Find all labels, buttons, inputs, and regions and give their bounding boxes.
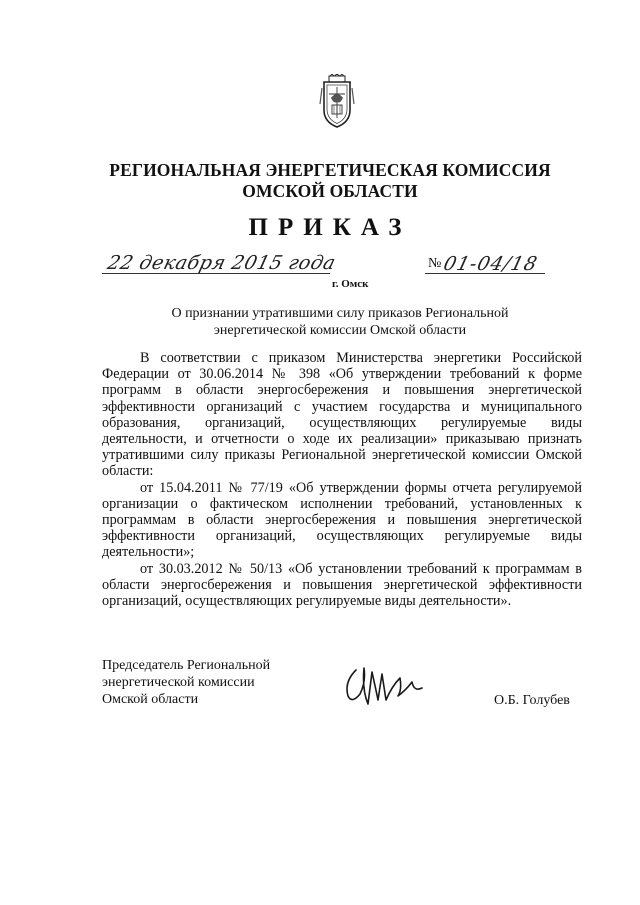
signatory-position [102,657,270,708]
signatory-name: О.Б. Голубев [494,693,570,708]
position-line3: Омской области [102,692,199,707]
position-line1: Председатель Региональной [102,658,271,673]
date-underline [102,273,330,274]
subject-line1: О признании утратившими силу приказов Региональной [171,306,509,321]
organization-title-line1: РЕГИОНАЛЬНАЯ ЭНЕРГЕТИЧЕСКАЯ КОМИССИЯ [109,160,551,180]
body-paragraph-3: от 30.03.2012 № 50/13 «Об установлении требований к программам в области энергосбережения и повышения энергетической эффективности организаций, осуществляющих регулируемые виды деятельности». [102,560,582,610]
number-label: № [428,256,442,271]
number-underline [425,273,545,274]
handwritten-date: 22 декабря 2015 года [105,252,339,274]
position-line2: энергетической комиссии [102,675,255,690]
handwritten-signature [342,660,432,710]
subject-line2: энергетической комиссии Омской области [213,322,467,338]
city-label: г. Омск [332,278,369,290]
order-body [102,350,582,609]
handwritten-number: 01-04/18 [441,253,541,275]
document-type-title: ПРИКАЗ [248,214,412,241]
body-paragraph-2: от 15.04.2011 № 77/19 «Об утверждении формы отчета регулируемой организации о фактическом исполнении требований, установленных к программам в области энергосбережения и повышения энергетической эффективности организаций, осуществляющих регулируемые виды деятельности»; [102,479,582,561]
organization-title-line2: ОМСКОЙ ОБЛАСТИ [242,181,418,201]
coat-of-arms-icon [318,74,356,130]
order-subject [150,306,530,339]
body-paragraph-1: В соответствии с приказом Министерства энергетики Российской Федерации от 30.06.2014 № 398 «Об утверждении требований к форме программ в области энергосбережения и повышения энергетической эффективности организаций с участием государства и муниципального образования, организаций, осуществляющих регулируемые виды деятельности, и отчетности о ходе их реализации» приказываю признать утратившими силу приказы Региональной энергетической комиссии Омской области: [102,350,582,480]
